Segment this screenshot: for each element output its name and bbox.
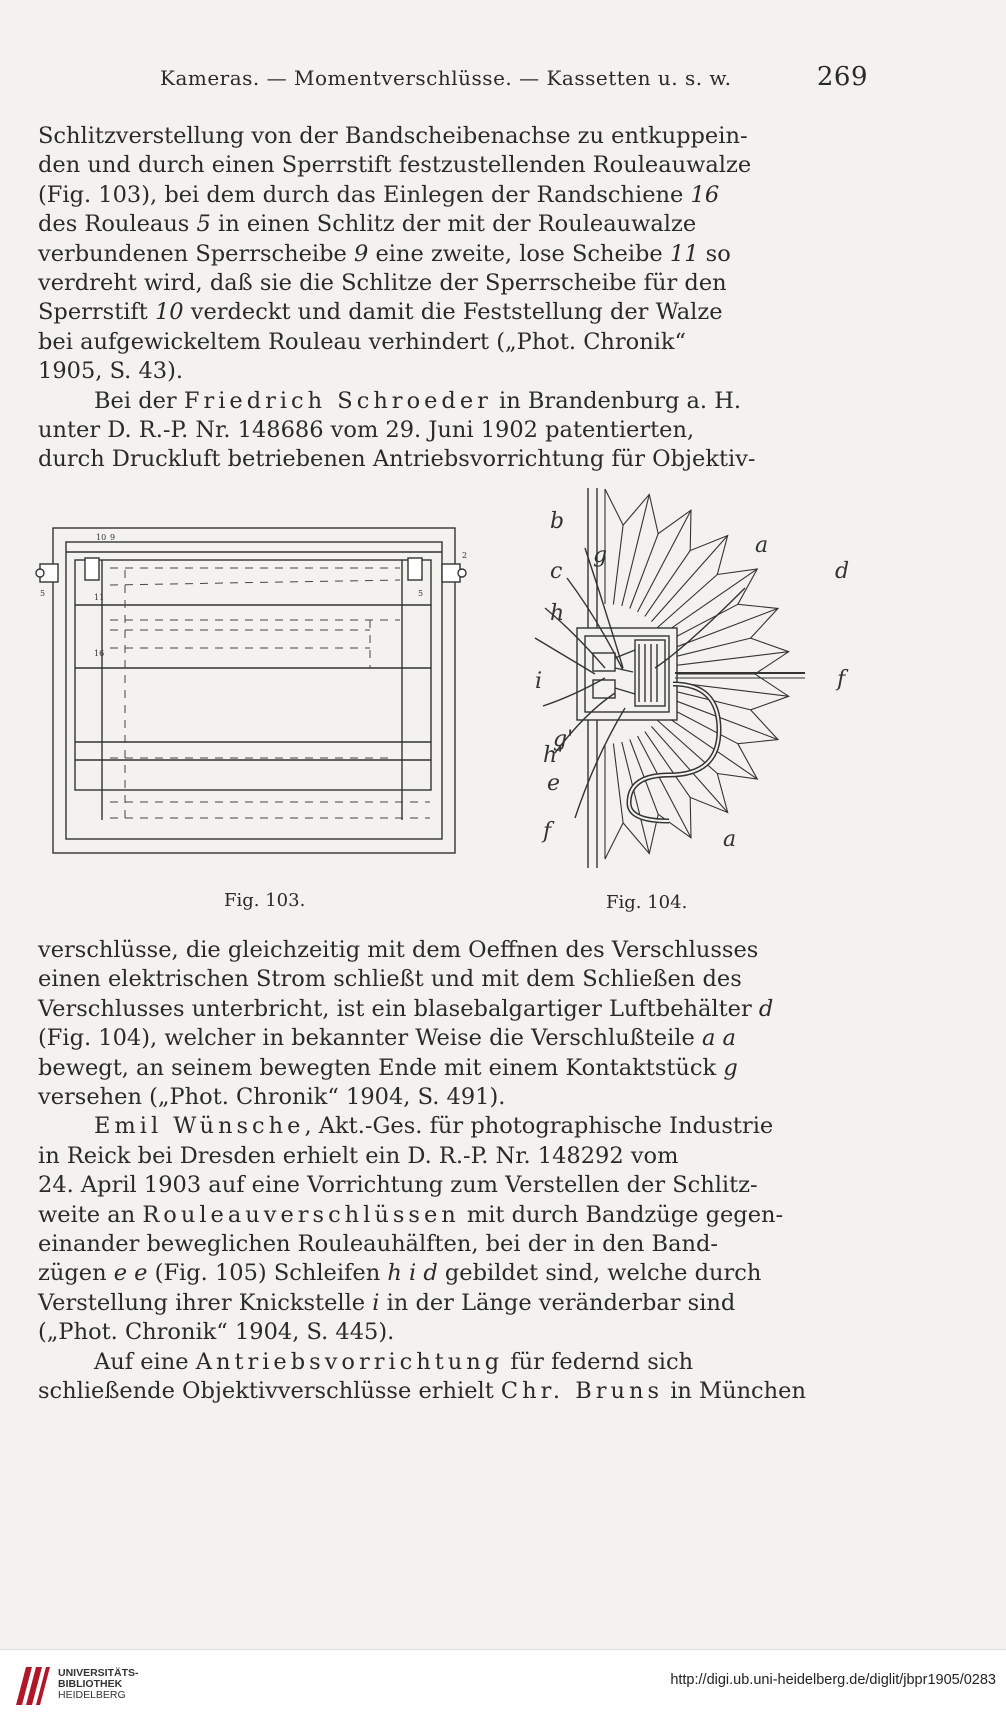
fig104-label: g' — [553, 727, 574, 752]
fig104-label: a — [755, 533, 769, 558]
figure-103 — [30, 520, 470, 860]
fig104-label: e — [547, 771, 561, 796]
fig104-label: c — [550, 559, 563, 584]
fig104-label: f — [543, 819, 552, 844]
fig103-label: 11 — [94, 593, 105, 602]
fig103-label: 16 — [94, 649, 105, 658]
fig104-label: d — [835, 559, 850, 584]
person-name: Chr. Bruns — [500, 1378, 664, 1405]
shutter-blade-line — [613, 744, 623, 823]
shutter-blade-line — [613, 525, 623, 604]
shutter-blade-line — [630, 534, 658, 609]
figure-103-caption: Fig. 103. — [224, 890, 306, 911]
paragraph: verschlüsse, die gleichzeitig mit dem Oeffnen des Verschlusses einen elektrischen Strom schließt und mit dem Schließen des Verschlusses unterbricht, ist ein blasebalgartiger Luftbehälter d (Fig. 104), welcher in bekannter Weise die Verschlußteile a a bewegt, an seinem bewegten Ende mit einem Kontaktstück g versehen („Phot. Chronik“ 1904, S. 491). — [38, 937, 774, 1111]
fig103-label: 9 — [110, 533, 116, 542]
fig104-label: a — [723, 827, 737, 852]
shutter-blade-line — [651, 536, 727, 622]
shutter-blade-line — [663, 714, 758, 779]
figure-104 — [515, 488, 860, 870]
running-header — [160, 62, 868, 92]
shutter-blade-line — [673, 638, 751, 657]
fig104-label: i — [535, 669, 543, 694]
source-url-link[interactable]: http://digi.ub.uni-heidelberg.de/diglit/jbpr1905/0283 — [670, 1672, 996, 1688]
shutter-blade-line — [645, 551, 690, 617]
paragraph: Bei der Friedrich Schroeder in Brandenburg a. H. unter D. R.-P. Nr. 148686 vom 29. Juni 1902 patentierten, durch Druckluft betriebenen Antriebsvorrichtung für Objektiv- — [38, 387, 756, 473]
shutter-blade-line — [645, 732, 690, 798]
fig104-label: g — [593, 543, 608, 568]
fig104-label: f — [837, 667, 846, 692]
library-logo-icon — [12, 1663, 52, 1709]
text-block-top — [38, 122, 856, 475]
person-name: Emil Wünsche — [94, 1113, 305, 1140]
figure-104-caption: Fig. 104. — [606, 892, 688, 913]
running-title: Kameras. — Momentverschlüsse. — Kassetten u. s. w. — [160, 66, 732, 90]
fig103-label: 5 — [40, 589, 46, 598]
shutter-blade-line — [671, 699, 779, 740]
fig103-label: 5 — [418, 589, 424, 598]
footer-bar — [0, 1649, 1006, 1722]
page-number: 269 — [816, 62, 868, 92]
fig104-label: h — [550, 601, 565, 626]
fig104-label: b — [550, 509, 565, 534]
paragraph: Auf eine Antriebsvorrichtung für federnd sich schließende Objektivverschlüsse erhielt Chr. Bruns in München — [38, 1348, 806, 1405]
person-name: Friedrich Schroeder — [183, 387, 492, 414]
shutter-blade-line — [663, 569, 758, 634]
fig103-label: 10 — [96, 533, 107, 542]
paragraph: Emil Wünsche, Akt.-Ges. für photographische Industrie in Reick bei Dresden erhielt ein D. R.-P. Nr. 148292 vom 24. April 1903 auf eine Vorrichtung zum Verstellen der Schlitz- weite an Rouleauverschlüssen mit durch Bandzüge gegen- einander beweglichen Rouleauhälften, bei der in den Band- zügen e e (Fig. 105) Schleifen h i d gebildet sind, welche durch Verstellung ihrer Knickstelle i in der Länge veränderbar sind („Phot. Chronik“ 1904, S. 445). — [38, 1113, 784, 1346]
fig104-label: h' — [543, 743, 564, 768]
paragraph: Schlitzverstellung von der Bandscheibenachse zu entkuppein- den und durch einen Sperrstift festzustellenden Rouleauwalze (Fig. 103), bei dem durch das Einlegen der Randschiene 16 des Rouleaus 5 in einen Schlitz der mit der Rouleauwalze verbundenen Sperrscheibe 9 eine zweite, lose Scheibe 11 so verdreht wird, daß sie die Schlitze der Sperrscheibe für den Sperrstift 10 verdeckt und damit die Feststellung der Walze bei aufgewickeltem Rouleau verhindert („Phot. Chronik“ 1905, S. 43). — [38, 123, 752, 385]
library-logo-text: UNIVERSITÄTS- BIBLIOTHEK HEIDELBERG — [58, 1667, 139, 1701]
fig103-label: 2 — [462, 551, 468, 560]
text-block-bottom — [38, 936, 856, 1407]
